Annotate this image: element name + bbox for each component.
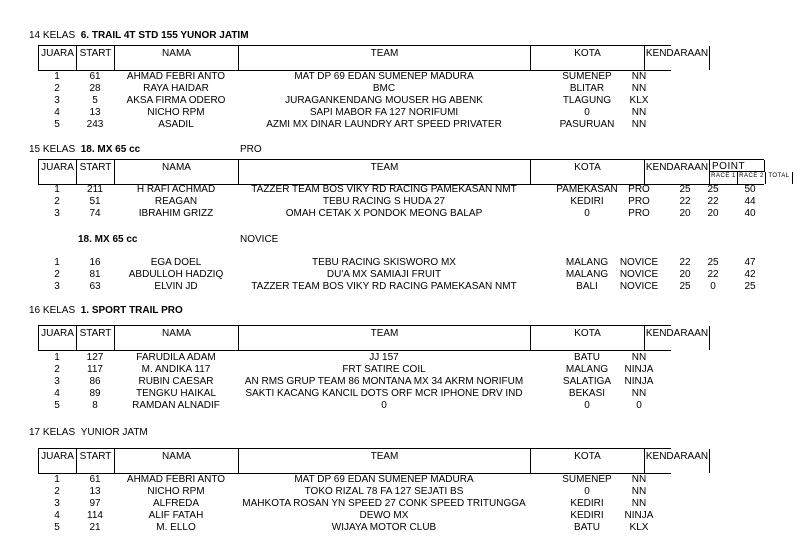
cell-nama: AHMAD FEBRI ANTO	[126, 474, 226, 485]
cell-team: AN RMS GRUP TEAM 86 MONTANA MX 34 AKRM NORIFUM	[244, 376, 524, 387]
cell-kota: BATU	[574, 522, 600, 533]
cell-juara: 2	[54, 196, 60, 207]
cell-kota: BALI	[576, 281, 598, 292]
table-row	[0, 486, 800, 498]
table-header-15	[38, 159, 790, 185]
cell-nama: ALFREDA	[152, 498, 200, 509]
header-kota: KOTA	[530, 160, 644, 184]
cell-kota: BATU	[574, 352, 600, 363]
cell-kendaraan: NOVICE	[619, 269, 659, 280]
cell-kota: BLITAR	[569, 83, 605, 94]
cell-race1: 20	[679, 269, 691, 280]
cell-start: 97	[89, 498, 101, 509]
header-kota: KOTA	[530, 449, 644, 473]
cell-juara: 2	[54, 83, 60, 94]
cell-start: 13	[89, 486, 101, 497]
header-juara: JUARA	[38, 46, 76, 70]
cell-total: 50	[744, 184, 756, 195]
cell-kota: BEKASI	[568, 388, 606, 399]
cell-start: 81	[89, 269, 101, 280]
cell-juara: 1	[54, 474, 60, 485]
section-title-17	[29, 427, 148, 438]
cell-race2: 20	[707, 208, 719, 219]
cell-nama: RAMDAN ALNADIF	[132, 400, 220, 411]
cell-race2: 0	[710, 281, 716, 292]
cell-team: 0	[381, 400, 387, 411]
header-team: TEAM	[238, 449, 530, 473]
cell-juara: 1	[54, 257, 60, 268]
kelas-name: 18. MX 65 cc	[78, 234, 138, 245]
cell-kota: PAMEKASAN	[556, 184, 618, 195]
cell-start: 74	[89, 208, 101, 219]
cell-nama: ALIF FATAH	[148, 510, 204, 521]
cell-start: 117	[87, 364, 103, 375]
cell-team: MAT DP 69 EDAN SUMENEP MADURA	[294, 71, 474, 82]
cell-team: BMC	[372, 83, 396, 94]
cell-kendaraan: NN	[631, 71, 647, 82]
cell-nama: REAGAN	[154, 196, 198, 207]
cell-kota: KEDIRI	[570, 196, 604, 207]
table-row	[0, 498, 800, 510]
cell-start: 89	[89, 388, 101, 399]
cell-juara: 3	[54, 376, 60, 387]
header-kendaraan: KENDARAAN	[644, 449, 710, 473]
cell-kendaraan: PRO	[628, 184, 650, 195]
table-row	[0, 208, 800, 220]
cell-juara: 3	[54, 95, 60, 106]
cell-kota: SALATIGA	[562, 376, 612, 387]
cell-kendaraan: NN	[631, 119, 647, 130]
cell-nama: IBRAHIM GRIZZ	[138, 208, 214, 219]
cell-race1: 22	[679, 257, 691, 268]
table-header-17	[38, 448, 709, 474]
cell-kendaraan: NN	[631, 486, 647, 497]
cell-team: DEWO MX	[359, 510, 409, 521]
cell-nama: TENGKU HAIKAL	[135, 388, 217, 399]
table-row	[0, 388, 800, 400]
cell-total: 47	[744, 257, 756, 268]
cell-start: 8	[92, 400, 98, 411]
cell-kendaraan: NN	[631, 498, 647, 509]
cell-team: SAPI MABOR FA 127 NORIFUMI	[309, 107, 459, 118]
kelas-name: 6. TRAIL 4T STD 155 YUNOR JATIM	[80, 30, 249, 41]
header-kota: KOTA	[530, 46, 644, 70]
cell-kendaraan: NN	[631, 474, 647, 485]
cell-start: 114	[87, 510, 103, 521]
cell-kendaraan: NINJA	[624, 376, 654, 387]
table-row	[0, 400, 800, 412]
section-title-14	[29, 30, 249, 41]
table-row	[0, 269, 800, 281]
header-juara: JUARA	[38, 449, 76, 473]
cell-kota: 0	[584, 400, 590, 411]
kelas-name: 1. SPORT TRAIL PRO	[80, 305, 183, 316]
cell-kota: 0	[584, 486, 590, 497]
table-header-14	[38, 45, 709, 71]
kelas-number: 14 KELAS	[29, 30, 76, 41]
table-row	[0, 474, 800, 486]
table-row	[0, 107, 800, 119]
cell-kendaraan: 0	[636, 400, 642, 411]
header-kendaraan: KENDARAAN	[644, 160, 709, 184]
cell-kota: PASURUAN	[559, 119, 615, 130]
cell-nama: H RAFI ACHMAD	[136, 184, 216, 195]
header-start: START	[76, 46, 114, 70]
cell-kendaraan: NINJA	[624, 510, 654, 521]
cell-kendaraan: NN	[631, 388, 647, 399]
cell-juara: 2	[54, 486, 60, 497]
header-total: TOTAL	[765, 172, 793, 184]
cell-kendaraan: NOVICE	[619, 257, 659, 268]
cell-juara: 1	[54, 184, 60, 195]
header-kota: KOTA	[530, 326, 644, 350]
table-row	[0, 522, 800, 534]
cell-kendaraan: NOVICE	[619, 281, 659, 292]
sub-section-title	[78, 234, 137, 245]
cell-nama: M. ANDIKA 117	[141, 364, 211, 375]
table-row	[0, 376, 800, 388]
cell-team: TEBU RACING S HUDA 27	[322, 196, 446, 207]
cell-juara: 5	[54, 119, 60, 130]
cell-start: 127	[86, 352, 104, 363]
table-header-16	[38, 325, 709, 351]
header-kendaraan: KENDARAAN	[644, 326, 710, 350]
cell-team: MAHKOTA ROSAN YN SPEED 27 CONK SPEED TRITUNGGA	[242, 498, 526, 509]
cell-kota: 0	[584, 107, 590, 118]
cell-kota: KEDIRI	[570, 498, 604, 509]
header-point: POINT	[709, 160, 765, 172]
cell-nama: AKSA FIRMA ODERO	[126, 95, 226, 106]
cell-nama: NICHO RPM	[147, 107, 205, 118]
cell-juara: 5	[54, 400, 60, 411]
cell-juara: 3	[54, 281, 60, 292]
cell-juara: 2	[54, 269, 60, 280]
cell-start: 63	[89, 281, 101, 292]
table-row	[0, 196, 800, 208]
cell-total: 44	[744, 196, 756, 207]
table-row	[0, 184, 800, 196]
header-race2: RACE 2	[737, 172, 765, 184]
cell-start: 13	[89, 107, 101, 118]
cell-team: AZMI MX DINAR LAUNDRY ART SPEED PRIVATER	[266, 119, 502, 130]
header-race1: RACE 1	[709, 172, 737, 184]
cell-juara: 4	[54, 388, 60, 399]
header-nama: NAMA	[114, 326, 238, 350]
cell-total: 42	[744, 269, 756, 280]
table-row	[0, 71, 800, 83]
cell-juara: 3	[54, 498, 60, 509]
cell-juara: 1	[54, 352, 60, 363]
cell-kendaraan: NINJA	[624, 364, 654, 375]
category-pro: PRO	[240, 144, 262, 155]
kelas-number: 17 KELAS	[29, 427, 76, 438]
cell-race2: 25	[707, 184, 719, 195]
cell-team: FRT SATIRE COIL	[342, 364, 426, 375]
header-kendaraan: KENDARAAN	[644, 46, 710, 70]
cell-juara: 2	[54, 364, 60, 375]
cell-kota: TLAGUNG	[562, 95, 612, 106]
cell-juara: 4	[54, 107, 60, 118]
table-row	[0, 257, 800, 269]
cell-nama: RAYA HAIDAR	[143, 83, 209, 94]
cell-nama: NICHO RPM	[147, 486, 205, 497]
cell-nama: AHMAD FEBRI ANTO	[126, 71, 226, 82]
table-row	[0, 364, 800, 376]
cell-nama: ABDULLOH HADZIQ	[128, 269, 224, 280]
cell-team: TAZZER TEAM BOS VIKY RD RACING PAMEKASAN NMT	[251, 184, 517, 195]
section-title-16	[29, 305, 183, 316]
cell-team: WIJAYA MOTOR CLUB	[331, 522, 437, 533]
header-start: START	[76, 160, 114, 184]
cell-juara: 3	[54, 208, 60, 219]
cell-team: JJ 157	[369, 352, 399, 363]
cell-nama: FARUDILA ADAM	[136, 352, 216, 363]
header-juara: JUARA	[38, 326, 76, 350]
cell-nama: ELVIN JD	[154, 281, 198, 292]
section-title-15	[29, 144, 140, 155]
kelas-number: 16 KELAS	[29, 305, 76, 316]
header-nama: NAMA	[114, 449, 238, 473]
table-row	[0, 119, 800, 131]
cell-race2: 25	[707, 257, 719, 268]
category-novice: NOVICE	[240, 234, 279, 245]
cell-kendaraan: PRO	[628, 196, 650, 207]
cell-team: JURAGANKENDANG MOUSER HG ABENK	[285, 95, 483, 106]
header-team: TEAM	[238, 326, 530, 350]
cell-team: TAZZER TEAM BOS VIKY RD RACING PAMEKASAN NMT	[251, 281, 517, 292]
table-row	[0, 510, 800, 522]
cell-nama: M. ELLO	[156, 522, 196, 533]
cell-start: 28	[89, 83, 101, 94]
kelas-name: YUNIOR JATM	[80, 427, 148, 438]
cell-team: OMAH CETAK X PONDOK MEONG BALAP	[285, 208, 483, 219]
cell-kendaraan: NN	[631, 352, 647, 363]
cell-team: DU'A MX SAMIAJI FRUIT	[326, 269, 442, 280]
cell-race2: 22	[707, 196, 719, 207]
cell-kota: KEDIRI	[570, 510, 604, 521]
header-start: START	[76, 449, 114, 473]
cell-team: SAKTI KACANG KANCIL DOTS ORF MCR IPHONE DRV IND	[245, 388, 523, 399]
header-nama: NAMA	[114, 160, 238, 184]
cell-kendaraan: NN	[631, 107, 647, 118]
cell-start: 5	[92, 95, 98, 106]
cell-nama: ASADIL	[158, 119, 194, 130]
cell-nama: RUBIN CAESAR	[138, 376, 214, 387]
cell-kota: SUMENEP	[562, 474, 612, 485]
cell-juara: 1	[54, 71, 60, 82]
cell-start: 86	[89, 376, 101, 387]
cell-kota: 0	[584, 208, 590, 219]
header-nama: NAMA	[114, 46, 238, 70]
table-row	[0, 281, 800, 293]
cell-start: 243	[86, 119, 104, 130]
cell-total: 40	[744, 208, 756, 219]
cell-juara: 4	[54, 510, 60, 521]
header-team: TEAM	[238, 46, 530, 70]
cell-kendaraan: NN	[631, 83, 647, 94]
cell-start: 16	[89, 257, 101, 268]
cell-start: 51	[89, 196, 101, 207]
cell-race1: 22	[679, 196, 691, 207]
cell-start: 61	[89, 71, 101, 82]
cell-total: 25	[744, 281, 756, 292]
table-row	[0, 83, 800, 95]
cell-start: 61	[89, 474, 101, 485]
header-juara: JUARA	[38, 160, 76, 184]
cell-kendaraan: KLX	[629, 95, 649, 106]
cell-kendaraan: KLX	[629, 522, 649, 533]
cell-kendaraan: PRO	[628, 208, 650, 219]
cell-kota: MALANG	[565, 257, 609, 268]
cell-start: 21	[89, 522, 101, 533]
cell-race1: 25	[679, 184, 691, 195]
cell-kota: MALANG	[565, 364, 609, 375]
cell-juara: 5	[54, 522, 60, 533]
header-start: START	[76, 326, 114, 350]
cell-race1: 25	[679, 281, 691, 292]
cell-race1: 20	[679, 208, 691, 219]
cell-start: 211	[87, 184, 103, 195]
cell-kota: MALANG	[565, 269, 609, 280]
cell-nama: EGA DOEL	[150, 257, 202, 268]
cell-team: MAT DP 69 EDAN SUMENEP MADURA	[294, 474, 474, 485]
cell-race2: 22	[707, 269, 719, 280]
table-row	[0, 95, 800, 107]
kelas-number: 15 KELAS	[29, 144, 76, 155]
kelas-name: 18. MX 65 cc	[80, 144, 141, 155]
cell-team: TOKO RIZAL 78 FA 127 SEJATI BS	[304, 486, 464, 497]
cell-kota: SUMENEP	[562, 71, 612, 82]
cell-team: TEBU RACING SKISWORO MX	[312, 257, 456, 268]
table-row	[0, 352, 800, 364]
header-team: TEAM	[238, 160, 530, 184]
